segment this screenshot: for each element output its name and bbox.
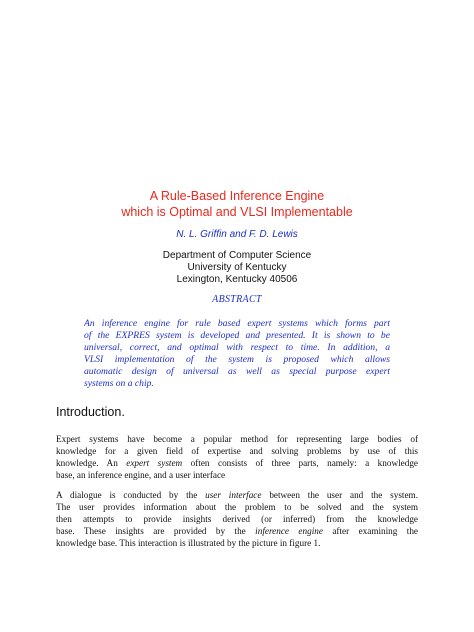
title-line-1: A Rule-Based Inference Engine [149, 189, 325, 203]
title-line-2: which is Optimal and VLSI Implementable [121, 205, 353, 219]
emphasis-user-interface: user interface [205, 490, 262, 500]
abstract-line: VLSI implementation of the system is proposed which allows [84, 353, 390, 365]
section-heading-introduction: Introduction. [56, 405, 125, 419]
paragraph-line: base, an inference engine, and a user interface [56, 470, 226, 480]
text-run: base. These insights are provided by the [56, 526, 256, 536]
paragraph-line [56, 525, 418, 537]
emphasis-inference-engine: inference engine [255, 526, 323, 536]
text-run: knowledge. An [56, 458, 127, 468]
text-run: A dialogue is conducted by the [56, 490, 206, 500]
paragraph-line: knowledge base. This interaction is illustrated by the picture in figure 1. [56, 538, 321, 548]
intro-paragraph-2 [56, 489, 418, 549]
abstract-line: systems on a chip. [84, 377, 154, 389]
abstract-line: of the EXPRES system is developed and presented. It is shown to be [84, 329, 390, 341]
abstract-line: automatic design of universal as well as special purpose expert [84, 365, 390, 377]
text-run: between the user and the system. [261, 490, 418, 500]
paragraph-line: then attempts to provide insights derived (or inferred) from the knowledge [56, 514, 418, 524]
abstract-heading: ABSTRACT [212, 294, 262, 305]
intro-paragraph-1 [56, 433, 418, 481]
affiliation-address: Lexington, Kentucky 40506 [176, 274, 298, 285]
affiliation [0, 250, 474, 286]
paragraph-line: The user provides information about the problem to be solved and the system [56, 502, 418, 512]
affiliation-department: Department of Computer Science [162, 250, 312, 261]
paper-title [0, 188, 474, 220]
paragraph-line: Expert systems have become a popular method for representing large bodies of [56, 434, 418, 444]
authors: N. L. Griffin and F. D. Lewis [176, 229, 298, 240]
emphasis-expert-system: expert system [126, 458, 183, 468]
abstract-line: An inference engine for rule based expert systems which forms part [84, 318, 390, 329]
text-run: often consists of three parts, namely: a knowledge [182, 458, 418, 468]
paragraph-line [56, 489, 418, 501]
affiliation-university: University of Kentucky [187, 262, 287, 273]
abstract-body [84, 318, 390, 389]
paragraph-line [56, 457, 418, 469]
abstract-line: universal, correct, and optimal with respect to time. In addition, a [84, 341, 390, 353]
text-run: after examining the [322, 526, 418, 536]
paragraph-line: knowledge for a given field of expertise and solving problems by use of this [56, 446, 418, 456]
